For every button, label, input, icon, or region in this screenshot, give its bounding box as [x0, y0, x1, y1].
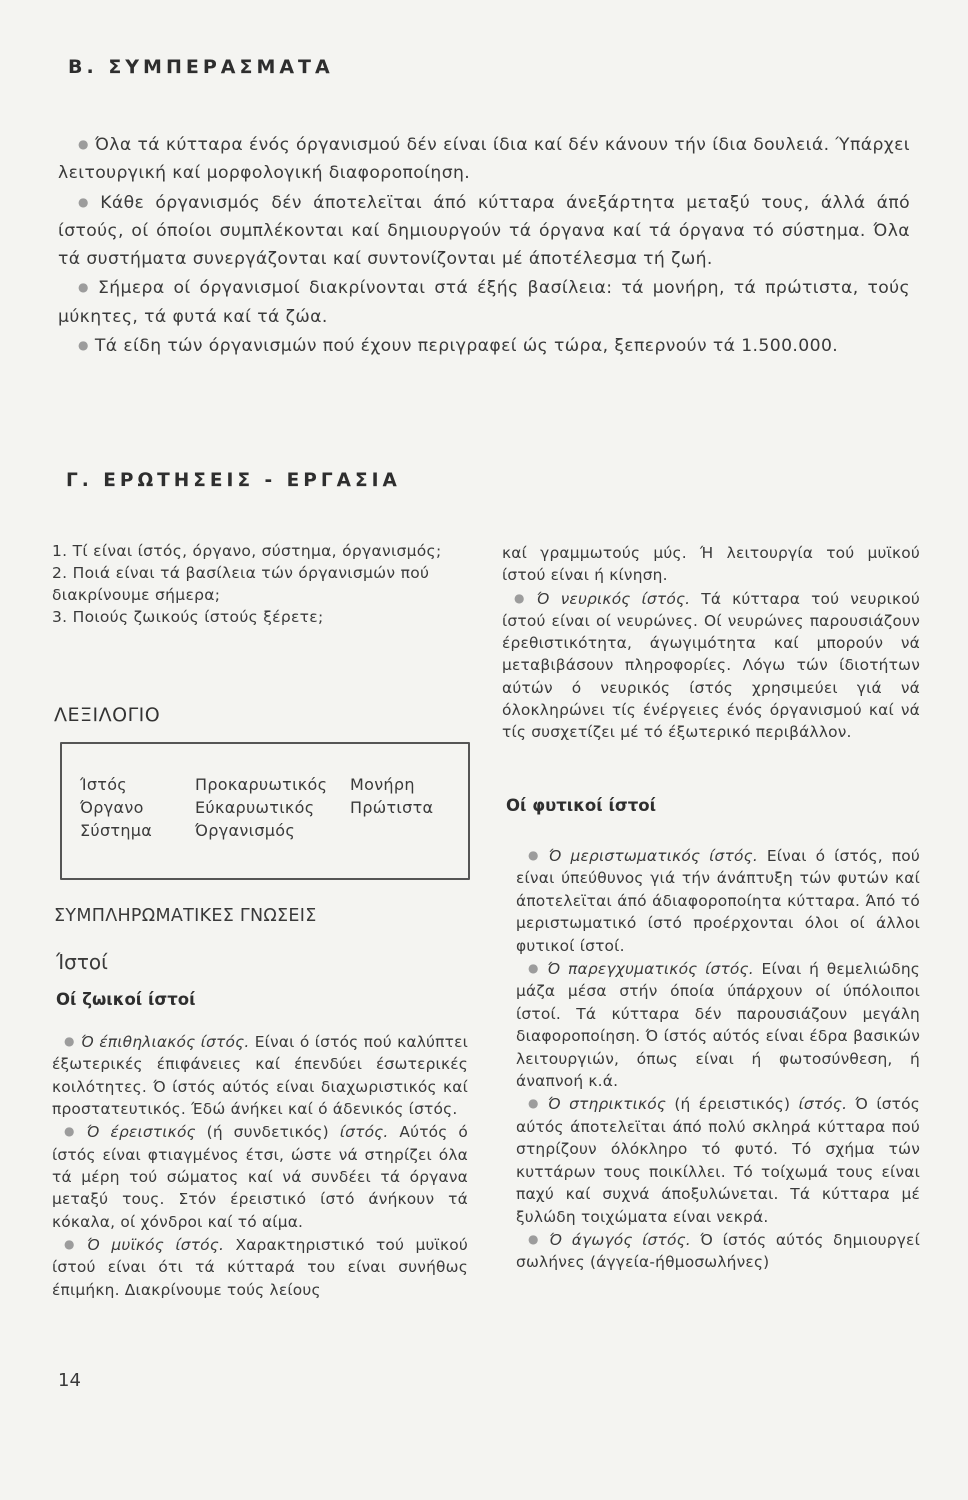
section-c-title: Γ. ΕΡΩΤΗΣΕΙΣ - ΕΡΓΑΣΙΑ [66, 470, 401, 491]
bullet-icon: ● [64, 1237, 81, 1252]
conclusion-item: ● Τά είδη τών όργανισμών πού έχουν περιγραφεί ώς τώρα, ξεπερνούν τά 1.500.000. [78, 336, 839, 357]
bullet-icon: ● [528, 961, 542, 976]
bullet-icon: ● [64, 1124, 81, 1139]
bullet-icon: ● [78, 194, 95, 209]
bullet-icon: ● [78, 338, 89, 353]
plant-tissues-text [516, 844, 920, 1274]
bullet-icon: ● [64, 1034, 75, 1048]
conclusion-item: ● Όλα τά κύτταρα ένός όργανισμού δέν είναι ίδια καί δέν κάνουν τήν ίδια δουλειά. Ύπάρχει λειτουργική καί μορφολογική διαφοροποίηση. [58, 135, 910, 184]
tissue-paragraph: ● Ό έρειστικός (ή συνδετικός) ίστός. Αύτός ό ίστός είναι φτιαγμένος έτσι, ώστε νά στηρίζει όλα τά μέρη τού σώματος καί νά συνδέει τά όργανα μεταξύ τους. Στόν έρειστικό ίστό άνήκουν τά κόκαλα, οί χόνδροι καί τό αίμα. [52, 1123, 469, 1231]
bullet-icon: ● [78, 280, 92, 295]
tissue-paragraph: ● Ό στηρικτικός (ή έρειστικός) ίστός. Ό ίστός αύτός άποτελεϊται άπό πολύ σκληρά κύτταρα πού στηρίζουν όλόκληρο τό φυτό. Τό σχήμα τών κυττάρων τους ποικίλλει. Τό τοίχωμά τους είναι παχύ καί συχνά άποξυλώνεται. Τά κύτταρα μέ ξυλώδη τοιχώματα είναι νεκρά. [516, 1095, 920, 1226]
glossary-term: Όργανισμός [195, 821, 296, 840]
question-item: 1. Τί είναι ίστός, όργανο, σύστημα, όργανισμός; [52, 542, 442, 560]
right-column-text [502, 542, 920, 744]
bullet-icon: ● [528, 1231, 544, 1246]
conclusion-item: ● Κάθε όργανισμός δέν άποτελεϊται άπό κύτταρα άνεξάρτητα μεταξύ τους, άλλά άπό ίστούς, οί όποίοι συμπλέκονται καί δημιουργούν τά όργανα καί τά όργανα τό σύστημα. Όλα τά συστήματα συνεργάζονται καί συντονίζονται μέ άποτέλεσμα τή ζωή. [58, 192, 910, 270]
animal-tissues-text [52, 1030, 468, 1301]
animal-tissues-heading: Οί ζωικοί ίστοί [56, 990, 196, 1009]
glossary-term: Όργανο [80, 798, 144, 817]
question-item: 3. Ποιούς ζωικούς ίστούς ξέρετε; [52, 608, 324, 626]
tissue-paragraph: ● Ό άγωγός ίστός. Ό ίστός αύτός δημιουργεί σωλήνες (άγγεία-ήθμοσωλήνες) [516, 1230, 920, 1272]
glossary-term: Ίστός [80, 775, 127, 794]
tissue-paragraph: ● Ό μυϊκός ίστός. Χαρακτηριστικό τού μυϊκού ίστού είναι ότι τά κύτταρά του είναι συνήθως έπιμήκη. Διακρίνουμε τούς λείους [52, 1236, 468, 1299]
bullet-icon: ● [528, 848, 543, 862]
glossary-term: Σύστημα [80, 821, 153, 840]
glossary-grid [80, 774, 450, 842]
glossary-term: Μονήρη [350, 775, 415, 794]
tissue-paragraph: ● Ό μεριστωματικός ίστός. Είναι ό ίστός, πού είναι ύπεύθυνος γιά τήν άνάπτυξη τών φυτών καί άποτελεϊται άπό άδιαφοροποίητα κύτταρα. Άπό τό μεριστωματικό ίστό προέρχονται όλοι οί άλλοι φυτικοί ίστοί. [516, 847, 920, 955]
glossary-term: Πρώτιστα [350, 798, 434, 817]
glossary-term: Εύκαρυωτικός [195, 798, 315, 817]
page-number: 14 [58, 1370, 81, 1391]
bullet-icon: ● [528, 1096, 542, 1111]
glossary-term [350, 820, 450, 842]
tissue-paragraph: ● Ό έπιθηλιακός ίστός. Είναι ό ίστός πού καλύπτει έξωτερικές έπιφάνειες καί έπενδύει έσωτερικές κοιλότητες. Ό ίστός αύτός είναι διαχωριστικός καί προστατευτικός. Έδώ άνήκει καί ό άδενικός ίστός. [52, 1033, 469, 1119]
conclusions-list [58, 130, 910, 360]
bullet-icon: ● [78, 137, 89, 151]
continued-paragraph: καί γραμμωτούς μύς. Ή λειτουργία τού μυϊκού ίστού είναι ή κίνηση. [502, 544, 920, 585]
bullet-icon: ● [514, 590, 531, 605]
section-b-title: Β. ΣΥΜΠΕΡΑΣΜΑΤΑ [68, 56, 334, 78]
question-item: 2. Ποιά είναι τά βασίλεια τών όργανισμών πού διακρίνουμε σήμερα; [52, 564, 430, 604]
supplementary-title: ΣΥΜΠΛΗΡΩΜΑΤΙΚΕΣ ΓΝΩΣΕΙΣ [54, 906, 317, 926]
glossary-title: ΛΕΞΙΛΟΓΙΟ [54, 704, 161, 726]
tissues-subtitle: Ίστοί [56, 950, 108, 974]
glossary-term: Προκαρυωτικός [195, 775, 328, 794]
conclusion-item: ● Σήμερα οί όργανισμοί διακρίνονται στά έξής βασίλεια: τά μονήρη, τά πρώτιστα, τούς μύκητες, τά φυτά καί τά ζώα. [58, 278, 911, 327]
tissue-paragraph: ● Ό παρεγχυματικός ίστός. Είναι ή θεμελιώδης μάζα μέσα στήν όποία ύπάρχουν οί ύπόλοιποι ίστοί. Τά κύτταρα δέν παρουσιάζουν μεγάλη διαφοροποίηση. Ό ίστός αύτός είναι έδρα βασικών λειτουργιών, όπως είναι ή φωτοσύνθεση, ή άναπνοή κ.ά. [516, 960, 921, 1091]
glossary-box [60, 742, 470, 880]
questions-list [52, 540, 470, 628]
plant-tissues-heading: Οί φυτικοί ίστοί [506, 796, 657, 815]
tissue-paragraph: ● Ό νευρικός ίστός. Τά κύτταρα τού νευρικού ίστού είναι οί νευρώνες. Οί νευρώνες παρουσιάζουν έρεθιστικότητα, άγωγιμότητα καί μπορούν νά μεταβιβάσουν πληροφορίες. Λόγω τών ίδιοτήτων αύτών ό νευρικός ίστός χρησιμεύει γιά νά όλοκληρώνει τίς ένέργειες ένός όργανισμού καί νά τίς συσχετίζει μέ τό έξωτερικό περιβάλλον. [502, 589, 921, 742]
